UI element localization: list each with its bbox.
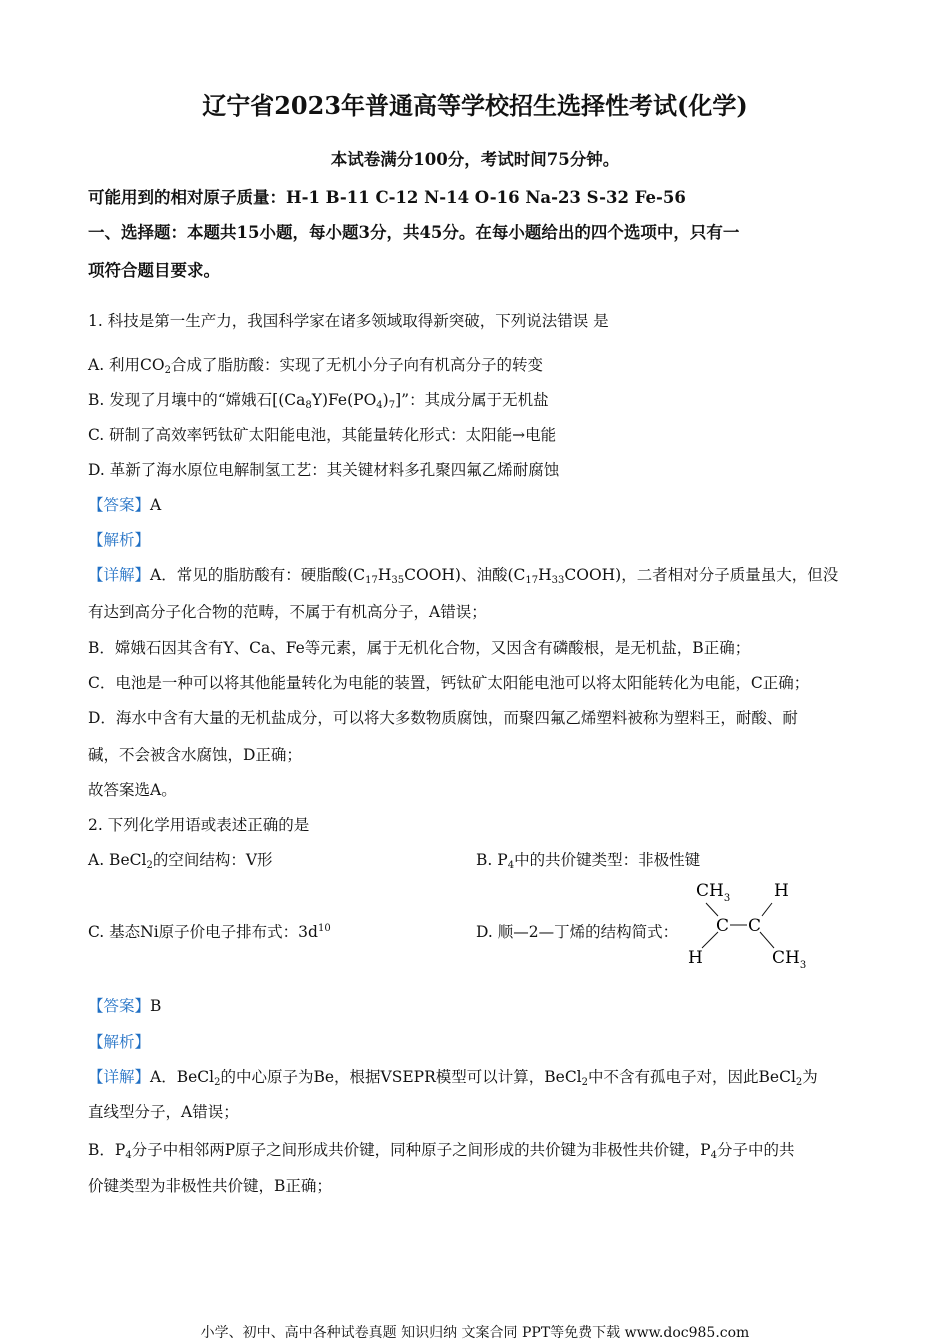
q1-answer: 【答案】A — [88, 496, 162, 514]
q2-analysis-label: 【解析】 — [88, 1033, 151, 1051]
footer-ad: 小学、初中、高中各种试卷真题 知识归纳 文案合同 PPT等免费下载 www.doc985.com — [200, 1325, 750, 1341]
q2-option-c: C. 基态Ni原子价电子排布式：$3d^{10}$ — [88, 923, 331, 941]
page-title: 辽宁省2023年普通高等学校招生选择性考试(化学) — [202, 91, 748, 120]
q1-detail-b: B．嫦娥石因其含有Y、Ca、Fe等元素，属于无机化合物，又因含有磷酸根，是无机盐，B正确； — [88, 639, 751, 657]
q1-stem: 1. 科技是第一生产力，我国科学家在诸多领域取得新突破，下列说法错误 是 — [88, 312, 609, 330]
q1-detail-a-line1: 【详解】A．常见的脂肪酸有：硬脂酸$(C_{17}H_{35}COOH)$、油酸$(C_{17}H_{33}COOH)$，二者相对分子质量虽大，但没 — [88, 566, 839, 586]
q1-detail-c: C．电池是一种可以将其他能量转化为电能的装置，钙钛矿太阳能电池可以将太阳能转化为电能，C正确； — [88, 674, 810, 692]
q2-detail-a-line2: 直线型分子，A错误； — [88, 1103, 239, 1121]
struct-h-top: H — [774, 881, 789, 901]
section-heading-line1: 一、选择题：本题共15小题，每小题3分，共45分。在每小题给出的四个选项中，只有一 — [88, 223, 740, 242]
q1-conclusion: 故答案选A。 — [88, 781, 177, 799]
struct-ch3-bottom: $CH_3$ — [772, 948, 807, 970]
bond-c-h — [702, 932, 718, 948]
q2-option-a: A. BeCl$_2$的空间结构：V形 — [88, 851, 273, 871]
q1-option-a: A. 利用$CO_2$合成了脂肪酸：实现了无机小分子向有机高分子的转变 — [88, 356, 544, 376]
q2-detail-b-line2: 价键类型为非极性共价键，B正确； — [88, 1177, 332, 1195]
q1-detail-d-line2: 碱，不会被含水腐蚀，D正确； — [88, 746, 302, 764]
q1-option-d: D. 革新了海水原位电解制氢工艺：其关键材料多孔聚四氟乙烯耐腐蚀 — [88, 461, 560, 479]
q2-option-b: B. $P_4$中的共价键类型：非极性键 — [476, 851, 701, 871]
exam-instructions: 本试卷满分100分，考试时间75分钟。 — [330, 150, 620, 169]
q2-detail-a-line1: 【详解】A．BeCl$_2$的中心原子为Be，根据VSEPR模型可以计算，BeCl$_2$中不含有孤电子对，因此BeCl$_2$为 — [88, 1068, 818, 1088]
q2-answer: 【答案】B — [88, 997, 162, 1015]
struct-c-left: C — [716, 916, 730, 936]
q2-detail-b-line1: B．$P_4$分子中相邻两P原子之间形成共价键，同种原子之间形成的共价键为非极性共价键，$P_4$分子中的共 — [88, 1141, 795, 1161]
q2-stem: 2. 下列化学用语或表述正确的是 — [88, 816, 310, 834]
struct-h-bottom: H — [688, 948, 703, 968]
atomic-masses: 可能用到的相对原子质量：H-1 B-11 C-12 N-14 O-16 Na-23 S-32 Fe-56 — [88, 188, 686, 207]
section-heading-line2: 项符合题目要求。 — [88, 261, 220, 280]
cis-2-butene-structure — [680, 874, 820, 970]
q1-option-b: B. 发现了月壤中的“嫦娥石$[(Ca_8Y)Fe(PO_4)_7]$”：其成分属于无机盐 — [88, 391, 549, 411]
q1-analysis-label: 【解析】 — [88, 531, 151, 549]
q1-detail-d-line1: D．海水中含有大量的无机盐成分，可以将大多数物质腐蚀，而聚四氟乙烯塑料被称为塑料王，耐酸、耐 — [88, 709, 798, 727]
q1-detail-a-line2: 有达到高分子化合物的范畴，不属于有机高分子，A错误； — [88, 603, 487, 621]
bond-ch3-c — [706, 903, 718, 916]
bond-h-c — [762, 903, 772, 916]
bond-c-ch3 — [760, 932, 774, 948]
q2-option-d: D. 顺—2—丁烯的结构简式： — [476, 923, 679, 941]
q1-option-c: C. 研制了高效率钙钛矿太阳能电池，其能量转化形式：太阳能→电能 — [88, 426, 557, 444]
struct-c-right: C — [748, 916, 762, 936]
struct-ch3-top: $CH_3$ — [696, 881, 731, 904]
